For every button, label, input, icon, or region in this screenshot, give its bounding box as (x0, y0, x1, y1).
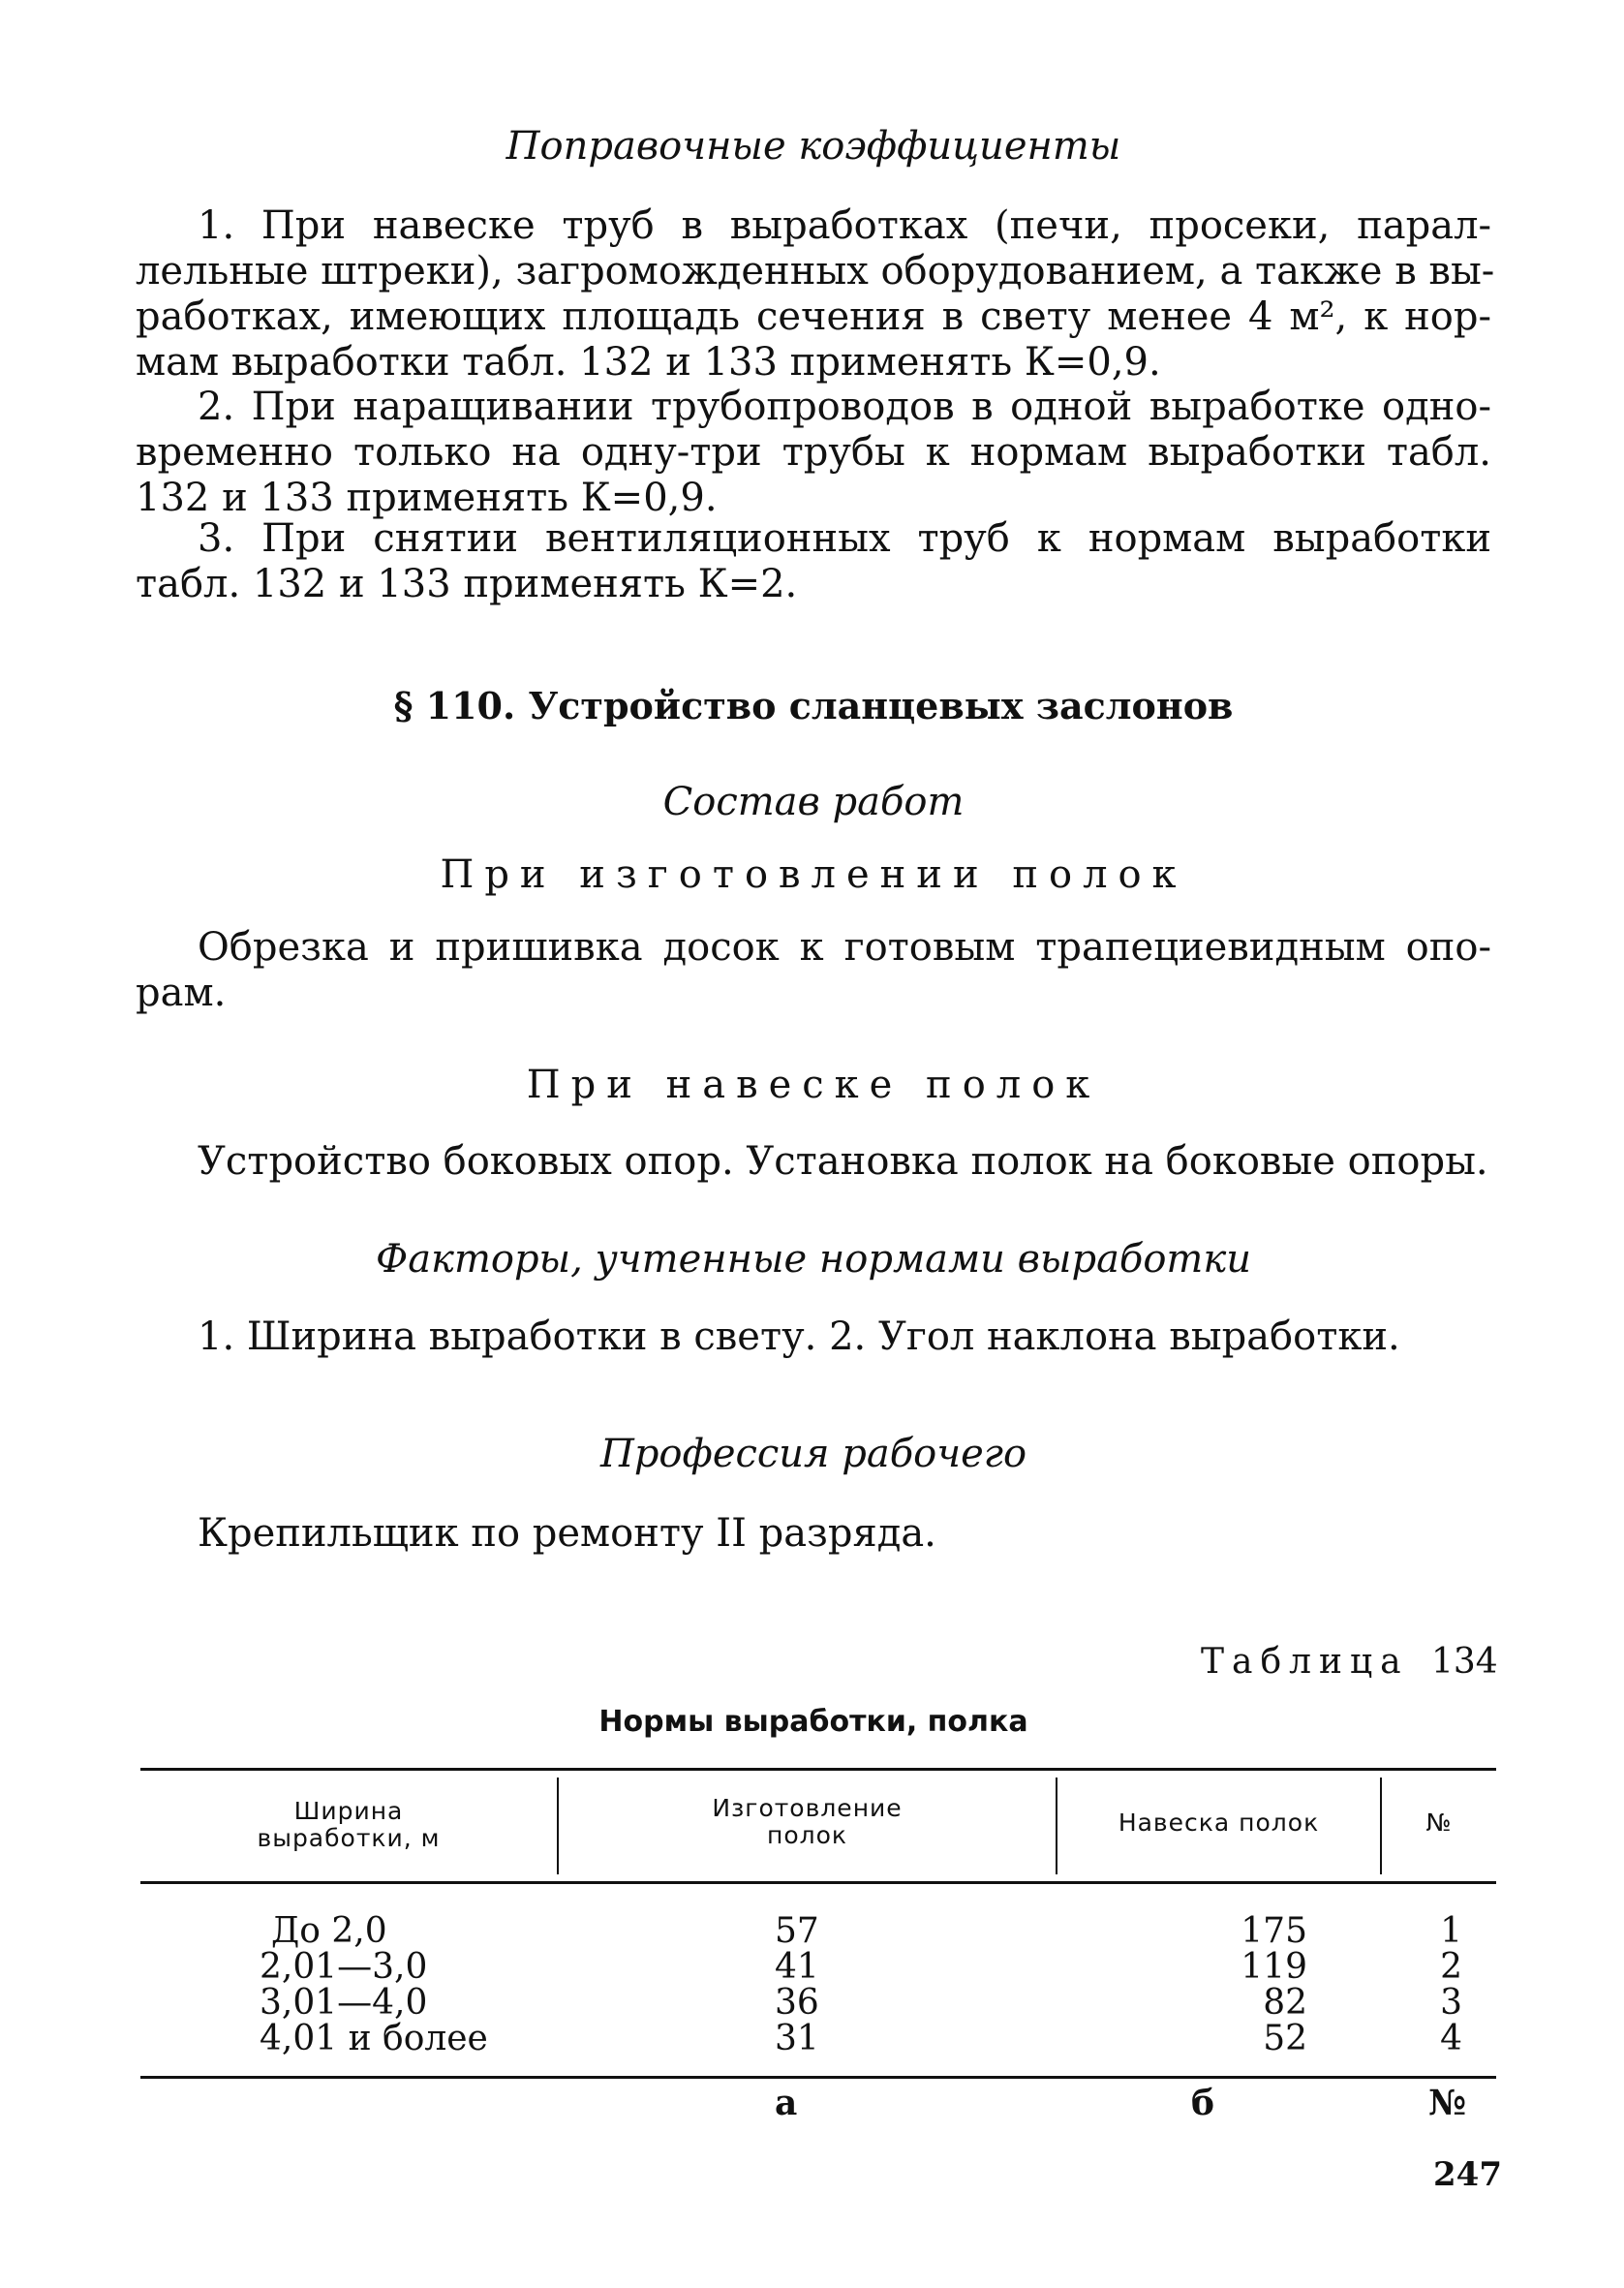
text-line: рам. (136, 971, 227, 1015)
text-line: работках, имеющих площадь сечения в свету менее 4 м², к нор- (136, 294, 1491, 339)
cell-width: 4,01 и более (260, 2019, 488, 2058)
cell-manufacturing: 57 (775, 1911, 819, 1951)
work-composition-title: Состав работ (662, 780, 965, 824)
cell-manufacturing: 36 (775, 1983, 819, 2023)
cell-hanging: 119 (1241, 1947, 1307, 1987)
footer-number: № (1428, 2083, 1467, 2123)
cell-number: 2 (1440, 1947, 1462, 1987)
table-header-rule (140, 1881, 1496, 1884)
page-number: 247 (1433, 2155, 1502, 2194)
factors-title: Факторы, учтенные нормами выработки (376, 1237, 1251, 1282)
text-line: 1. При навеске труб в выработках (печи, просеки, парал- (198, 203, 1491, 248)
cell-manufacturing: 31 (775, 2019, 819, 2058)
cell-manufacturing: 41 (775, 1947, 819, 1987)
header-text: выработки, м (257, 1824, 441, 1852)
correction-item-1 (136, 203, 1495, 386)
cell-width: 2,01—3,0 (260, 1947, 428, 1987)
table-body (140, 1913, 1496, 2056)
header-text: Ширина (293, 1797, 404, 1825)
text-line: 2. При наращивании трубопроводов в одной выработке одно- (198, 385, 1491, 429)
hanging-text: Устройство боковых опор. Установка полок на боковые опоры. (198, 1139, 1488, 1184)
text-line: Обрезка и пришивка досок к готовым трапециевидным опо- (198, 925, 1491, 970)
table-title: Нормы выработки, полка (598, 1705, 1028, 1739)
header-width (140, 1798, 557, 1852)
cell-hanging: 52 (1263, 2019, 1307, 2058)
profession-title: Профессия рабочего (599, 1432, 1027, 1476)
correction-item-2 (136, 385, 1491, 521)
table-number: 134 (1431, 1642, 1498, 1682)
text-line: 132 и 133 применять К=0,9. (136, 476, 718, 520)
manufacturing-subtitle: При изготовлении полок (440, 852, 1187, 897)
header-number: № (1425, 1809, 1453, 1837)
cell-number: 3 (1440, 1983, 1462, 2023)
correction-title: Поправочные коэффициенты (506, 124, 1121, 169)
correction-item-3 (136, 516, 1491, 607)
cell-number: 4 (1440, 2019, 1462, 2058)
table-row (140, 1985, 1496, 2021)
text-line: временно только на одну-три трубы к нормам выработки табл. (136, 430, 1491, 475)
factors-text: 1. Ширина выработки в свету. 2. Угол наклона выработки. (198, 1314, 1400, 1359)
table-row (140, 2021, 1496, 2056)
profession-text: Крепильщик по ремонту II разряда. (198, 1511, 936, 1556)
cell-width: До 2,0 (271, 1911, 387, 1951)
table-row (140, 1913, 1496, 1949)
text-line: табл. 132 и 133 применять К=2. (136, 562, 798, 606)
table-label: Таблица (1201, 1642, 1409, 1682)
cell-number: 1 (1440, 1911, 1462, 1951)
header-manufacturing (559, 1795, 1056, 1849)
footer-hanging: б (1191, 2083, 1215, 2123)
text-line: мам выработки табл. 132 и 133 применять К=0,9. (136, 340, 1161, 385)
cell-width: 3,01—4,0 (260, 1983, 428, 2023)
header-hanging: Навеска полок (1118, 1809, 1320, 1837)
header-text: Изготовление (712, 1794, 903, 1822)
table-row (140, 1949, 1496, 1985)
cell-hanging: 175 (1241, 1911, 1307, 1951)
section-heading: § 110. Устройство сланцевых заслонов (393, 684, 1234, 727)
text-line: 3. При снятии вентиляционных труб к нормам выработки (198, 516, 1491, 561)
header-text: полок (766, 1821, 847, 1849)
cell-hanging: 82 (1263, 1983, 1307, 2023)
footer-manufacturing: а (775, 2083, 798, 2123)
table-top-rule (140, 1768, 1496, 1771)
hanging-subtitle: При навеске полок (526, 1063, 1101, 1107)
manufacturing-text (136, 925, 1491, 1016)
text-line: лельные штреки), загроможденных оборудованием, а также в вы- (136, 249, 1495, 294)
table-bottom-rule (140, 2076, 1496, 2079)
